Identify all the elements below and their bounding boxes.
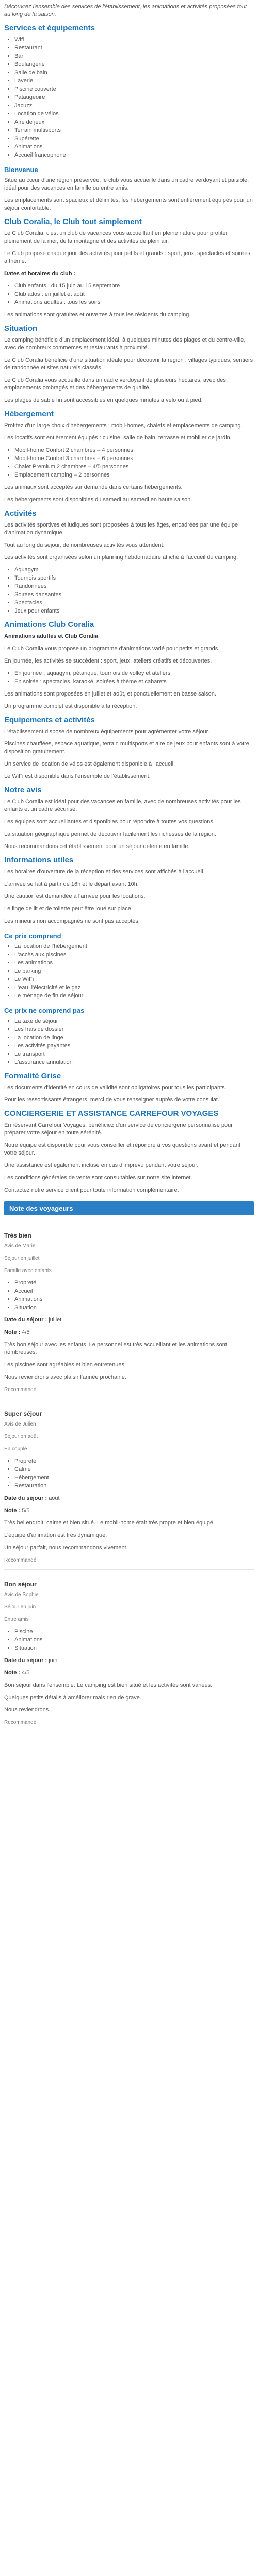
- not-included-title: Ce prix ne comprend pas: [4, 1007, 85, 1014]
- animations-text-2: En journée, les activités se succèdent : sport, jeux, ateliers créatifs et découvertes.: [4, 658, 212, 664]
- review-highlight-item: • Restauration: [14, 1482, 254, 1490]
- review-group: Famille avec enfants: [4, 1268, 52, 1274]
- review-note-label: Note :: [4, 1670, 21, 1676]
- club-date-item: • Club ados : en juillet et août: [14, 291, 254, 298]
- review-note-label: Note :: [4, 1329, 21, 1335]
- equipment-title: Equipements et activités: [4, 716, 95, 724]
- review-highlights: [4, 1458, 254, 1490]
- accommodation-text-1: Profitez d'un large choix d'hébergements : mobil-homes, chalets et emplacements de camping.: [4, 422, 243, 429]
- not-included-item: • Les activités payantes: [14, 1042, 254, 1050]
- animations-text-3: Les animations sont proposées en juillet et août, et ponctuellement en basse saison.: [4, 691, 216, 697]
- service-item: • Supérette: [14, 135, 254, 143]
- review-text: Très bel endroit, calme et bien situé. Le mobil-home était très propre et bien équipé.: [4, 1520, 215, 1526]
- equipment-text-3: Un service de location de vélos est également disponible à l'accueil.: [4, 761, 175, 767]
- concierge-title: CONCIERGERIE ET ASSISTANCE CARREFOUR VOYAGES: [4, 1109, 219, 1118]
- not-included-item: • Les frais de dossier: [14, 1026, 254, 1033]
- situation-text-3: Le Club Coralia vous accueille dans un cadre verdoyant de plusieurs hectares, avec des emplacements ombragés et des hébergements de qualité.: [4, 377, 226, 391]
- included-item: • Le parking: [14, 968, 254, 975]
- activity-item: • Spectacles: [14, 599, 254, 607]
- included-item: • La location de l'hébergement: [14, 943, 254, 951]
- review-text: Nous reviendrons avec plaisir l'année prochaine.: [4, 1374, 126, 1380]
- animations-list: [4, 670, 254, 686]
- review-title: Bon séjour: [4, 1581, 37, 1588]
- review-text: Un séjour parfait, nous recommandons vivement.: [4, 1545, 128, 1551]
- review-card: [4, 1399, 254, 1564]
- review-card: [4, 1221, 254, 1394]
- review-date: Séjour en juin: [4, 1604, 36, 1610]
- review-text: Quelques petits détails à améliorer mais rien de grave.: [4, 1694, 141, 1701]
- activity-item: • Aquagym: [14, 566, 254, 574]
- review-note-value: 4/5: [22, 1329, 30, 1335]
- review-note-value: 5/5: [22, 1507, 30, 1514]
- accommodation-type-item: • Mobil-home Confort 2 chambres – 4 personnes: [14, 447, 254, 454]
- review-text: Nous reviendrons.: [4, 1707, 51, 1713]
- animations-title: Animations Club Coralia: [4, 620, 94, 629]
- included-item: • L'accès aux piscines: [14, 951, 254, 959]
- concierge-text-3: Une assistance est également incluse en cas d'imprévu pendant votre séjour.: [4, 1162, 199, 1168]
- service-item: • Location de vélos: [14, 110, 254, 118]
- accommodation-type-item: • Chalet Premium 2 chambres – 4/5 personnes: [14, 463, 254, 471]
- activity-item: • Tournois sportifs: [14, 574, 254, 582]
- not-included-item: • Le transport: [14, 1050, 254, 1058]
- activities-text-1: Les activités sportives et ludiques sont proposées à tous les âges, encadrées par une équipe d'animation dynamique.: [4, 522, 238, 536]
- formality-title: Formalité Grise: [4, 1072, 61, 1080]
- accommodation-types: [4, 447, 254, 479]
- opinion-text-2: Les équipes sont accueillantes et disponibles pour répondre à toutes vos questions.: [4, 819, 215, 825]
- animations-subtitle: Animations adultes et Club Coralia: [4, 633, 99, 639]
- services-title: Services et équipements: [4, 24, 95, 32]
- service-item: • Salle de bain: [14, 69, 254, 77]
- info-text-1: Les horaires d'ouverture de la réception et des services sont affichés à l'accueil.: [4, 869, 205, 875]
- review-group: En couple: [4, 1446, 27, 1452]
- review-stay-line: [4, 1316, 254, 1324]
- review-author: Avis de Marie: [4, 1243, 36, 1249]
- review-stay-value: juillet: [49, 1317, 62, 1323]
- club-text-2: Le Club propose chaque jour des activités pour petits et grands : sport, jeux, spectacles et soirées à thème.: [4, 250, 250, 264]
- animations-text-4: Un programme complet est disponible à la réception.: [4, 703, 137, 709]
- included-item: • Le WiFi: [14, 976, 254, 984]
- opinion-text-4: Nous recommandons cet établissement pour un séjour détente en famille.: [4, 843, 190, 850]
- welcome-text-2: Les emplacements sont spacieux et délimités, les hébergements sont entièrement équipés pour un séjour confortable.: [4, 197, 253, 211]
- service-item: • Pataugeoire: [14, 94, 254, 101]
- club-title: Club Coralia, le Club tout simplement: [4, 217, 142, 226]
- included-item: • Le ménage de fin de séjour: [14, 992, 254, 1000]
- review-title: Très bien: [4, 1232, 31, 1239]
- review-date: Séjour en juillet: [4, 1256, 40, 1261]
- equipment-text-1: L'établissement dispose de nombreux équipements pour agrémenter votre séjour.: [4, 728, 209, 735]
- concierge-text-2: Notre équipe est disponible pour vous conseiller et répondre à vos questions avant et pendant votre séjour.: [4, 1142, 241, 1156]
- not-included-item: • La taxe de séjour: [14, 1018, 254, 1025]
- service-item: • Wifi: [14, 36, 254, 44]
- club-dates-list: [4, 282, 254, 307]
- club-date-item: • Club enfants : du 15 juin au 15 septembre: [14, 282, 254, 290]
- situation-title: Situation: [4, 324, 38, 333]
- not-included-list: [4, 1018, 254, 1066]
- review-author: Avis de Julien: [4, 1421, 36, 1427]
- formality-text-2: Pour les ressortissants étrangers, merci de vous renseigner auprès de votre consulat.: [4, 1097, 219, 1103]
- review-author: Avis de Sophie: [4, 1592, 39, 1598]
- accommodation-text-3: Les animaux sont acceptés sur demande dans certains hébergements.: [4, 484, 183, 490]
- info-text-5: Les mineurs non accompagnés ne sont pas acceptés.: [4, 918, 140, 924]
- activities-text-2: Tout au long du séjour, de nombreuses activités vous attendent.: [4, 542, 165, 548]
- review-note-line: [4, 1329, 254, 1336]
- review-highlight-item: • Animations: [14, 1296, 254, 1303]
- review-card: [4, 1569, 254, 1726]
- animations-text-1: Le Club Coralia vous propose un programme d'animations varié pour petits et grands.: [4, 646, 220, 652]
- review-title: Super séjour: [4, 1410, 42, 1417]
- info-title: Informations utiles: [4, 856, 74, 865]
- info-text-2: L'arrivée se fait à partir de 16h et le départ avant 10h.: [4, 881, 139, 887]
- review-note-label: Note :: [4, 1507, 21, 1514]
- review-footer: Recommandé: [4, 1720, 37, 1725]
- activity-item: • Soirées dansantes: [14, 591, 254, 599]
- review-highlight-item: • Hébergement: [14, 1474, 254, 1482]
- activities-text-3: Les activités sont organisées selon un planning hebdomadaire affiché à l'accueil du camping.: [4, 554, 238, 561]
- review-note-line: [4, 1669, 254, 1677]
- accommodation-title: Hébergement: [4, 410, 54, 418]
- animation-item: • En journée : aquagym, pétanque, tournois de volley et ateliers: [14, 670, 254, 677]
- service-item: • Terrain multisports: [14, 127, 254, 134]
- review-text: L'équipe d'animation est très dynamique.: [4, 1532, 107, 1538]
- review-footer: Recommandé: [4, 1387, 37, 1393]
- club-text-3: Les animations sont gratuites et ouvertes à tous les résidents du camping.: [4, 312, 191, 318]
- review-highlight-item: • Propreté: [14, 1279, 254, 1287]
- activities-title: Activités: [4, 509, 37, 518]
- opinion-title: Notre avis: [4, 786, 42, 794]
- review-stay-line: [4, 1495, 254, 1502]
- review-stay-value: août: [49, 1495, 60, 1501]
- club-date-item: • Animations adultes : tous les soirs: [14, 299, 254, 307]
- activity-item: • Jeux pour enfants: [14, 607, 254, 615]
- review-stay-label: Date du séjour :: [4, 1495, 47, 1501]
- review-stay-line: [4, 1657, 254, 1665]
- included-list: [4, 943, 254, 1000]
- review-highlights: [4, 1628, 254, 1652]
- concierge-text-4: Les conditions générales de vente sont consultables sur notre site internet.: [4, 1175, 192, 1181]
- opinion-text-1: Le Club Coralia est idéal pour des vacances en famille, avec de nombreuses activités pour les enfants et un cadre sécurisé.: [4, 799, 241, 812]
- review-date: Séjour en août: [4, 1434, 38, 1439]
- service-item: • Laverie: [14, 77, 254, 85]
- service-item: • Restaurant: [14, 44, 254, 52]
- review-text: Très bon séjour avec les enfants. Le personnel est très accueillant et les animations sont nombreuses.: [4, 1342, 227, 1355]
- review-highlight-item: • Situation: [14, 1645, 254, 1652]
- review-highlight-item: • Animations: [14, 1636, 254, 1644]
- review-stay-label: Date du séjour :: [4, 1657, 47, 1664]
- review-note-line: [4, 1507, 254, 1515]
- reviews-banner: Note des voyageurs: [4, 1201, 254, 1215]
- included-item: • Les animations: [14, 959, 254, 967]
- reviews-list: [4, 1221, 254, 1726]
- accommodation-type-item: • Mobil-home Confort 3 chambres – 6 personnes: [14, 455, 254, 463]
- accommodation-text-4: Les hébergements sont disponibles du samedi au samedi en haute saison.: [4, 497, 192, 503]
- included-item: • L'eau, l'électricité et le gaz: [14, 984, 254, 992]
- club-dates-title: Dates et horaires du club :: [4, 270, 76, 277]
- formality-text-1: Les documents d'identité en cours de validité sont obligatoires pour tous les participants.: [4, 1084, 227, 1091]
- situation-text-1: Le camping bénéficie d'un emplacement idéal, à quelques minutes des plages et du centre-ville, avec de nombreux commerces et restaurants à proximité.: [4, 337, 246, 351]
- service-item: • Piscine couverte: [14, 86, 254, 93]
- service-item: • Boulangerie: [14, 61, 254, 69]
- service-item: • Jacuzzi: [14, 102, 254, 110]
- service-item: • Bar: [14, 53, 254, 60]
- review-highlight-item: • Calme: [14, 1466, 254, 1473]
- activities-list: [4, 566, 254, 615]
- services-list: [4, 36, 254, 159]
- animation-item: • En soirée : spectacles, karaoké, soirées à thème et cabarets: [14, 678, 254, 686]
- equipment-text-2: Piscines chauffées, espace aquatique, terrain multisports et aire de jeux pour enfants sont à votre disposition gratuitement.: [4, 741, 249, 755]
- accommodation-text-2: Les locatifs sont entièrement équipés : cuisine, salle de bain, terrasse et mobilier de jardin.: [4, 435, 232, 441]
- info-text-3: Une caution est demandée à l'arrivée pour les locations.: [4, 893, 146, 900]
- review-highlight-item: • Accueil: [14, 1287, 254, 1295]
- review-text: Bon séjour dans l'ensemble. Le camping est bien situé et les activités sont variées.: [4, 1682, 213, 1688]
- service-item: • Aire de jeux: [14, 118, 254, 126]
- intro-text: Découvrez l'ensemble des services de l'établissement, les animations et activités proposées tout au long de la saison.: [4, 4, 247, 18]
- included-title: Ce prix comprend: [4, 932, 61, 940]
- equipment-text-4: Le WiFi est disponible dans l'ensemble de l'établissement.: [4, 773, 151, 779]
- review-stay-label: Date du séjour :: [4, 1317, 47, 1323]
- not-included-item: • L'assurance annulation: [14, 1059, 254, 1066]
- club-text-1: Le Club Coralia, c'est un club de vacances vous accueillant en pleine nature pour profiter pleinement de la mer, de la montagne et des activités de plein air.: [4, 230, 228, 244]
- service-item: • Accueil francophone: [14, 151, 254, 159]
- welcome-text-1: Situé au cœur d'une région préservée, le club vous accueille dans un cadre verdoyant et paisible, idéal pour des vacances en famille ou entre amis.: [4, 177, 249, 191]
- review-highlight-item: • Propreté: [14, 1458, 254, 1465]
- info-text-4: Le linge de lit et de toilette peut être loué sur place.: [4, 906, 133, 912]
- welcome-title: Bienvenue: [4, 166, 38, 174]
- review-text: Les piscines sont agréables et bien entretenues.: [4, 1362, 126, 1368]
- concierge-text-1: En réservant Carrefour Voyages, bénéficiez d'un service de conciergerie personnalisé pour préparer votre séjour en toute sérénité.: [4, 1122, 233, 1136]
- review-footer: Recommandé: [4, 1557, 37, 1563]
- accommodation-type-item: • Emplacement camping – 2 personnes: [14, 471, 254, 479]
- service-item: • Animations: [14, 143, 254, 151]
- review-note-value: 4/5: [22, 1670, 30, 1676]
- situation-text-4: Les plages de sable fin sont accessibles en quelques minutes à vélo ou à pied.: [4, 397, 203, 403]
- concierge-text-5: Contactez notre service client pour toute information complémentaire.: [4, 1187, 179, 1193]
- activity-item: • Randonnées: [14, 583, 254, 590]
- opinion-text-3: La situation géographique permet de découvrir facilement les richesses de la région.: [4, 831, 216, 837]
- not-included-item: • La location de linge: [14, 1034, 254, 1042]
- review-highlight-item: • Piscine: [14, 1628, 254, 1636]
- review-highlights: [4, 1279, 254, 1312]
- review-group: Entre amis: [4, 1617, 29, 1622]
- review-highlight-item: • Situation: [14, 1304, 254, 1312]
- situation-text-2: Le Club Coralia bénéficie d'une situation idéale pour découvrir la région : villages typiques, sentiers de randonnée et sites naturels classés.: [4, 357, 253, 371]
- review-stay-value: juin: [49, 1657, 58, 1664]
